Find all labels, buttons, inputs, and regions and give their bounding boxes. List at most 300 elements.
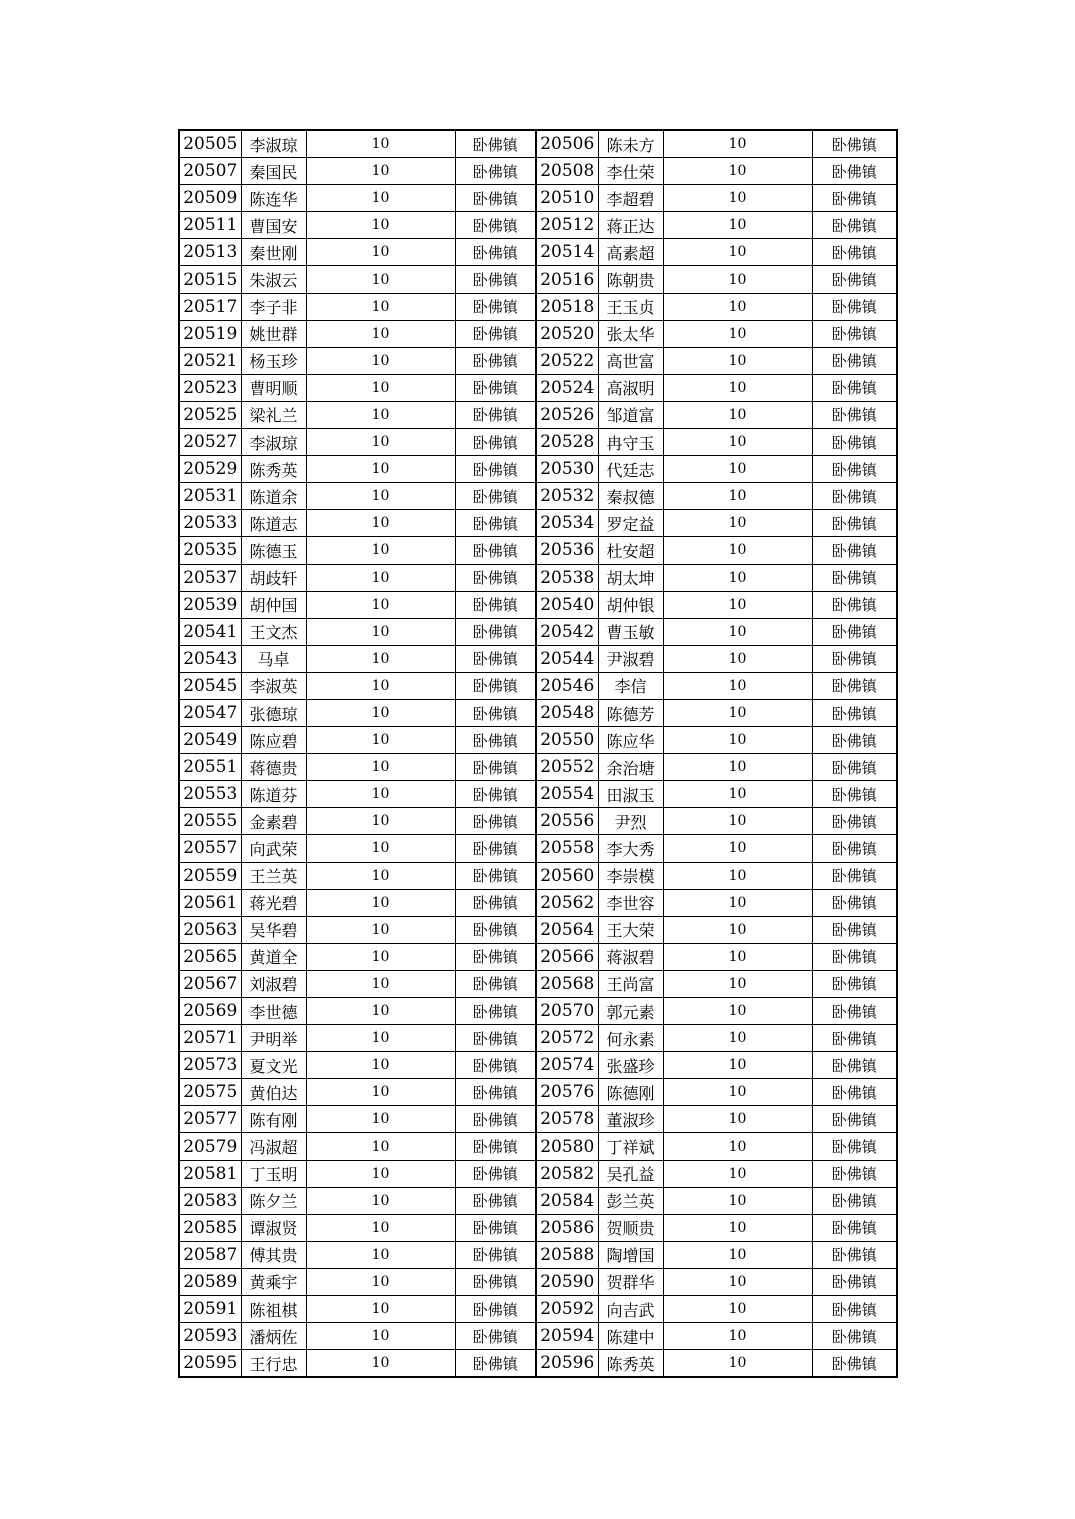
right-amount-cell: 10 [663, 483, 812, 510]
right-name-cell: 胡太坤 [598, 564, 663, 591]
right-id-cell: 20562 [536, 889, 598, 916]
right-town-cell: 卧佛镇 [812, 239, 897, 266]
table-row [179, 781, 897, 808]
left-town-cell: 卧佛镇 [455, 374, 536, 401]
left-amount-cell: 10 [306, 320, 455, 347]
right-id-cell: 20556 [536, 808, 598, 835]
right-id-cell: 20586 [536, 1214, 598, 1241]
left-id-cell: 20535 [179, 537, 241, 564]
table-row [179, 347, 897, 374]
left-amount-cell: 10 [306, 1133, 455, 1160]
left-name-cell: 傅其贵 [241, 1241, 306, 1268]
table-row [179, 1079, 897, 1106]
left-id-cell: 20543 [179, 645, 241, 672]
left-id-cell: 20569 [179, 998, 241, 1025]
left-name-cell: 蒋光碧 [241, 889, 306, 916]
left-name-cell: 李淑英 [241, 672, 306, 699]
table-row [179, 1106, 897, 1133]
left-name-cell: 王文杰 [241, 618, 306, 645]
left-name-cell: 黄道全 [241, 943, 306, 970]
left-name-cell: 王行忠 [241, 1350, 306, 1378]
right-town-cell: 卧佛镇 [812, 158, 897, 185]
right-amount-cell: 10 [663, 1241, 812, 1268]
right-amount-cell: 10 [663, 537, 812, 564]
right-name-cell: 冉守玉 [598, 429, 663, 456]
left-name-cell: 秦国民 [241, 158, 306, 185]
right-name-cell: 李仕荣 [598, 158, 663, 185]
left-id-cell: 20555 [179, 808, 241, 835]
right-town-cell: 卧佛镇 [812, 1350, 897, 1378]
left-id-cell: 20515 [179, 266, 241, 293]
left-town-cell: 卧佛镇 [455, 130, 536, 158]
left-town-cell: 卧佛镇 [455, 1133, 536, 1160]
right-id-cell: 20514 [536, 239, 598, 266]
right-amount-cell: 10 [663, 645, 812, 672]
left-town-cell: 卧佛镇 [455, 699, 536, 726]
right-id-cell: 20584 [536, 1187, 598, 1214]
left-amount-cell: 10 [306, 1106, 455, 1133]
right-town-cell: 卧佛镇 [812, 1106, 897, 1133]
left-town-cell: 卧佛镇 [455, 293, 536, 320]
left-id-cell: 20565 [179, 943, 241, 970]
right-id-cell: 20526 [536, 401, 598, 428]
left-id-cell: 20571 [179, 1025, 241, 1052]
right-amount-cell: 10 [663, 1296, 812, 1323]
right-amount-cell: 10 [663, 374, 812, 401]
right-id-cell: 20528 [536, 429, 598, 456]
left-id-cell: 20561 [179, 889, 241, 916]
right-id-cell: 20564 [536, 916, 598, 943]
right-id-cell: 20536 [536, 537, 598, 564]
table-row [179, 1323, 897, 1350]
right-name-cell: 李信 [598, 672, 663, 699]
right-amount-cell: 10 [663, 998, 812, 1025]
right-id-cell: 20530 [536, 456, 598, 483]
left-id-cell: 20579 [179, 1133, 241, 1160]
roster-body [179, 130, 897, 1377]
table-row [179, 401, 897, 428]
left-name-cell: 刘淑碧 [241, 970, 306, 997]
right-town-cell: 卧佛镇 [812, 212, 897, 239]
right-name-cell: 秦叔德 [598, 483, 663, 510]
left-town-cell: 卧佛镇 [455, 618, 536, 645]
right-id-cell: 20542 [536, 618, 598, 645]
left-name-cell: 黄伯达 [241, 1079, 306, 1106]
right-town-cell: 卧佛镇 [812, 1268, 897, 1295]
right-name-cell: 高淑明 [598, 374, 663, 401]
right-amount-cell: 10 [663, 429, 812, 456]
left-name-cell: 王兰英 [241, 862, 306, 889]
left-town-cell: 卧佛镇 [455, 401, 536, 428]
right-amount-cell: 10 [663, 1079, 812, 1106]
left-town-cell: 卧佛镇 [455, 456, 536, 483]
left-town-cell: 卧佛镇 [455, 1160, 536, 1187]
left-name-cell: 杨玉珍 [241, 347, 306, 374]
left-name-cell: 朱淑云 [241, 266, 306, 293]
left-id-cell: 20509 [179, 185, 241, 212]
left-town-cell: 卧佛镇 [455, 1106, 536, 1133]
table-row [179, 1241, 897, 1268]
left-name-cell: 潘炳佐 [241, 1323, 306, 1350]
right-id-cell: 20538 [536, 564, 598, 591]
left-name-cell: 陈应碧 [241, 727, 306, 754]
left-id-cell: 20511 [179, 212, 241, 239]
left-town-cell: 卧佛镇 [455, 754, 536, 781]
right-amount-cell: 10 [663, 212, 812, 239]
right-amount-cell: 10 [663, 266, 812, 293]
right-name-cell: 高素超 [598, 239, 663, 266]
left-amount-cell: 10 [306, 1241, 455, 1268]
left-name-cell: 李淑琼 [241, 130, 306, 158]
left-amount-cell: 10 [306, 456, 455, 483]
left-amount-cell: 10 [306, 1052, 455, 1079]
left-amount-cell: 10 [306, 266, 455, 293]
right-name-cell: 高世富 [598, 347, 663, 374]
right-amount-cell: 10 [663, 943, 812, 970]
left-name-cell: 梁礼兰 [241, 401, 306, 428]
table-row [179, 537, 897, 564]
right-name-cell: 王大荣 [598, 916, 663, 943]
right-id-cell: 20508 [536, 158, 598, 185]
left-amount-cell: 10 [306, 239, 455, 266]
left-amount-cell: 10 [306, 889, 455, 916]
right-amount-cell: 10 [663, 618, 812, 645]
right-id-cell: 20550 [536, 727, 598, 754]
left-id-cell: 20545 [179, 672, 241, 699]
table-row [179, 645, 897, 672]
table-row [179, 862, 897, 889]
left-town-cell: 卧佛镇 [455, 1241, 536, 1268]
table-row [179, 483, 897, 510]
left-id-cell: 20591 [179, 1296, 241, 1323]
right-id-cell: 20582 [536, 1160, 598, 1187]
left-name-cell: 尹明举 [241, 1025, 306, 1052]
right-town-cell: 卧佛镇 [812, 456, 897, 483]
right-id-cell: 20512 [536, 212, 598, 239]
left-town-cell: 卧佛镇 [455, 943, 536, 970]
left-town-cell: 卧佛镇 [455, 645, 536, 672]
left-amount-cell: 10 [306, 1323, 455, 1350]
right-name-cell: 陈未方 [598, 130, 663, 158]
right-id-cell: 20572 [536, 1025, 598, 1052]
right-name-cell: 李崇模 [598, 862, 663, 889]
right-amount-cell: 10 [663, 510, 812, 537]
right-name-cell: 陈德芳 [598, 699, 663, 726]
right-amount-cell: 10 [663, 699, 812, 726]
right-name-cell: 陈建中 [598, 1323, 663, 1350]
left-name-cell: 吴华碧 [241, 916, 306, 943]
left-name-cell: 马卓 [241, 645, 306, 672]
left-name-cell: 张德琼 [241, 699, 306, 726]
left-amount-cell: 10 [306, 510, 455, 537]
left-name-cell: 陈道志 [241, 510, 306, 537]
left-amount-cell: 10 [306, 754, 455, 781]
left-name-cell: 丁玉明 [241, 1160, 306, 1187]
left-amount-cell: 10 [306, 998, 455, 1025]
left-id-cell: 20581 [179, 1160, 241, 1187]
left-id-cell: 20521 [179, 347, 241, 374]
left-id-cell: 20549 [179, 727, 241, 754]
left-name-cell: 金素碧 [241, 808, 306, 835]
left-id-cell: 20585 [179, 1214, 241, 1241]
right-amount-cell: 10 [663, 1106, 812, 1133]
right-amount-cell: 10 [663, 672, 812, 699]
right-amount-cell: 10 [663, 970, 812, 997]
left-town-cell: 卧佛镇 [455, 1268, 536, 1295]
right-town-cell: 卧佛镇 [812, 537, 897, 564]
right-id-cell: 20522 [536, 347, 598, 374]
left-amount-cell: 10 [306, 645, 455, 672]
table-row [179, 212, 897, 239]
left-id-cell: 20507 [179, 158, 241, 185]
right-id-cell: 20518 [536, 293, 598, 320]
right-id-cell: 20578 [536, 1106, 598, 1133]
left-id-cell: 20513 [179, 239, 241, 266]
right-amount-cell: 10 [663, 1350, 812, 1378]
left-town-cell: 卧佛镇 [455, 347, 536, 374]
left-amount-cell: 10 [306, 618, 455, 645]
left-amount-cell: 10 [306, 564, 455, 591]
left-town-cell: 卧佛镇 [455, 429, 536, 456]
left-name-cell: 胡歧轩 [241, 564, 306, 591]
left-amount-cell: 10 [306, 1025, 455, 1052]
table-row [179, 998, 897, 1025]
right-name-cell: 张盛珍 [598, 1052, 663, 1079]
right-name-cell: 董淑珍 [598, 1106, 663, 1133]
right-town-cell: 卧佛镇 [812, 1025, 897, 1052]
right-amount-cell: 10 [663, 1323, 812, 1350]
left-id-cell: 20519 [179, 320, 241, 347]
right-town-cell: 卧佛镇 [812, 699, 897, 726]
left-amount-cell: 10 [306, 374, 455, 401]
right-name-cell: 杜安超 [598, 537, 663, 564]
left-name-cell: 陈道余 [241, 483, 306, 510]
right-town-cell: 卧佛镇 [812, 1133, 897, 1160]
right-name-cell: 李大秀 [598, 835, 663, 862]
right-amount-cell: 10 [663, 401, 812, 428]
left-id-cell: 20547 [179, 699, 241, 726]
left-amount-cell: 10 [306, 537, 455, 564]
table-row [179, 916, 897, 943]
right-name-cell: 尹烈 [598, 808, 663, 835]
left-town-cell: 卧佛镇 [455, 835, 536, 862]
right-id-cell: 20580 [536, 1133, 598, 1160]
table-row [179, 699, 897, 726]
right-town-cell: 卧佛镇 [812, 618, 897, 645]
right-id-cell: 20544 [536, 645, 598, 672]
right-name-cell: 陈朝贵 [598, 266, 663, 293]
left-town-cell: 卧佛镇 [455, 239, 536, 266]
table-row [179, 266, 897, 293]
left-amount-cell: 10 [306, 1187, 455, 1214]
right-town-cell: 卧佛镇 [812, 374, 897, 401]
right-amount-cell: 10 [663, 916, 812, 943]
right-id-cell: 20568 [536, 970, 598, 997]
left-town-cell: 卧佛镇 [455, 185, 536, 212]
left-name-cell: 秦世刚 [241, 239, 306, 266]
right-town-cell: 卧佛镇 [812, 862, 897, 889]
right-id-cell: 20520 [536, 320, 598, 347]
left-name-cell: 李淑琼 [241, 429, 306, 456]
right-amount-cell: 10 [663, 1268, 812, 1295]
left-amount-cell: 10 [306, 483, 455, 510]
right-amount-cell: 10 [663, 130, 812, 158]
left-name-cell: 陈有刚 [241, 1106, 306, 1133]
left-town-cell: 卧佛镇 [455, 483, 536, 510]
left-amount-cell: 10 [306, 185, 455, 212]
left-amount-cell: 10 [306, 1296, 455, 1323]
table-row [179, 889, 897, 916]
right-town-cell: 卧佛镇 [812, 943, 897, 970]
left-amount-cell: 10 [306, 916, 455, 943]
right-town-cell: 卧佛镇 [812, 1079, 897, 1106]
right-id-cell: 20570 [536, 998, 598, 1025]
right-town-cell: 卧佛镇 [812, 754, 897, 781]
right-amount-cell: 10 [663, 320, 812, 347]
left-name-cell: 胡仲国 [241, 591, 306, 618]
left-town-cell: 卧佛镇 [455, 916, 536, 943]
right-name-cell: 张太华 [598, 320, 663, 347]
left-town-cell: 卧佛镇 [455, 158, 536, 185]
table-row [179, 293, 897, 320]
right-amount-cell: 10 [663, 727, 812, 754]
right-amount-cell: 10 [663, 1187, 812, 1214]
right-amount-cell: 10 [663, 158, 812, 185]
right-name-cell: 贺群华 [598, 1268, 663, 1295]
right-town-cell: 卧佛镇 [812, 970, 897, 997]
left-town-cell: 卧佛镇 [455, 1187, 536, 1214]
right-amount-cell: 10 [663, 1160, 812, 1187]
right-name-cell: 余治塘 [598, 754, 663, 781]
right-id-cell: 20566 [536, 943, 598, 970]
table-row [179, 1214, 897, 1241]
left-name-cell: 李世德 [241, 998, 306, 1025]
right-name-cell: 蒋正达 [598, 212, 663, 239]
right-amount-cell: 10 [663, 1214, 812, 1241]
right-amount-cell: 10 [663, 781, 812, 808]
right-id-cell: 20506 [536, 130, 598, 158]
right-name-cell: 邹道富 [598, 401, 663, 428]
left-id-cell: 20583 [179, 1187, 241, 1214]
table-row [179, 943, 897, 970]
table-row [179, 970, 897, 997]
left-name-cell: 向武荣 [241, 835, 306, 862]
right-amount-cell: 10 [663, 808, 812, 835]
table-row [179, 564, 897, 591]
right-name-cell: 陈秀英 [598, 1350, 663, 1378]
left-name-cell: 陈祖棋 [241, 1296, 306, 1323]
right-amount-cell: 10 [663, 456, 812, 483]
left-town-cell: 卧佛镇 [455, 970, 536, 997]
left-amount-cell: 10 [306, 1160, 455, 1187]
right-town-cell: 卧佛镇 [812, 1187, 897, 1214]
right-town-cell: 卧佛镇 [812, 835, 897, 862]
left-name-cell: 曹明顺 [241, 374, 306, 401]
left-amount-cell: 10 [306, 862, 455, 889]
left-amount-cell: 10 [306, 943, 455, 970]
right-id-cell: 20576 [536, 1079, 598, 1106]
left-town-cell: 卧佛镇 [455, 1323, 536, 1350]
right-amount-cell: 10 [663, 754, 812, 781]
right-name-cell: 彭兰英 [598, 1187, 663, 1214]
left-id-cell: 20563 [179, 916, 241, 943]
left-id-cell: 20577 [179, 1106, 241, 1133]
left-id-cell: 20567 [179, 970, 241, 997]
right-town-cell: 卧佛镇 [812, 510, 897, 537]
right-amount-cell: 10 [663, 347, 812, 374]
table-row [179, 672, 897, 699]
left-name-cell: 冯淑超 [241, 1133, 306, 1160]
left-amount-cell: 10 [306, 970, 455, 997]
right-name-cell: 陈德刚 [598, 1079, 663, 1106]
right-id-cell: 20540 [536, 591, 598, 618]
left-town-cell: 卧佛镇 [455, 1350, 536, 1378]
left-id-cell: 20551 [179, 754, 241, 781]
right-amount-cell: 10 [663, 564, 812, 591]
left-name-cell: 蒋德贵 [241, 754, 306, 781]
left-amount-cell: 10 [306, 212, 455, 239]
right-id-cell: 20548 [536, 699, 598, 726]
left-town-cell: 卧佛镇 [455, 591, 536, 618]
right-id-cell: 20554 [536, 781, 598, 808]
left-id-cell: 20575 [179, 1079, 241, 1106]
right-town-cell: 卧佛镇 [812, 1323, 897, 1350]
right-town-cell: 卧佛镇 [812, 1052, 897, 1079]
left-name-cell: 夏文光 [241, 1052, 306, 1079]
left-amount-cell: 10 [306, 1079, 455, 1106]
left-town-cell: 卧佛镇 [455, 1025, 536, 1052]
right-amount-cell: 10 [663, 862, 812, 889]
right-id-cell: 20558 [536, 835, 598, 862]
left-id-cell: 20527 [179, 429, 241, 456]
right-name-cell: 王尚富 [598, 970, 663, 997]
table-row [179, 1296, 897, 1323]
table-row [179, 727, 897, 754]
left-town-cell: 卧佛镇 [455, 564, 536, 591]
table-row [179, 239, 897, 266]
right-id-cell: 20560 [536, 862, 598, 889]
left-id-cell: 20595 [179, 1350, 241, 1378]
right-id-cell: 20590 [536, 1268, 598, 1295]
left-id-cell: 20593 [179, 1323, 241, 1350]
right-town-cell: 卧佛镇 [812, 591, 897, 618]
right-amount-cell: 10 [663, 239, 812, 266]
right-town-cell: 卧佛镇 [812, 401, 897, 428]
right-town-cell: 卧佛镇 [812, 672, 897, 699]
left-town-cell: 卧佛镇 [455, 320, 536, 347]
left-id-cell: 20517 [179, 293, 241, 320]
left-amount-cell: 10 [306, 401, 455, 428]
left-amount-cell: 10 [306, 347, 455, 374]
left-name-cell: 曹国安 [241, 212, 306, 239]
right-amount-cell: 10 [663, 835, 812, 862]
right-town-cell: 卧佛镇 [812, 185, 897, 212]
left-id-cell: 20587 [179, 1241, 241, 1268]
left-name-cell: 谭淑贤 [241, 1214, 306, 1241]
left-name-cell: 陈夕兰 [241, 1187, 306, 1214]
table-row [179, 835, 897, 862]
right-name-cell: 丁祥斌 [598, 1133, 663, 1160]
left-name-cell: 陈连华 [241, 185, 306, 212]
table-row [179, 1160, 897, 1187]
right-name-cell: 李超碧 [598, 185, 663, 212]
left-name-cell: 陈德玉 [241, 537, 306, 564]
right-town-cell: 卧佛镇 [812, 564, 897, 591]
right-name-cell: 曹玉敏 [598, 618, 663, 645]
right-town-cell: 卧佛镇 [812, 483, 897, 510]
left-id-cell: 20553 [179, 781, 241, 808]
right-id-cell: 20516 [536, 266, 598, 293]
